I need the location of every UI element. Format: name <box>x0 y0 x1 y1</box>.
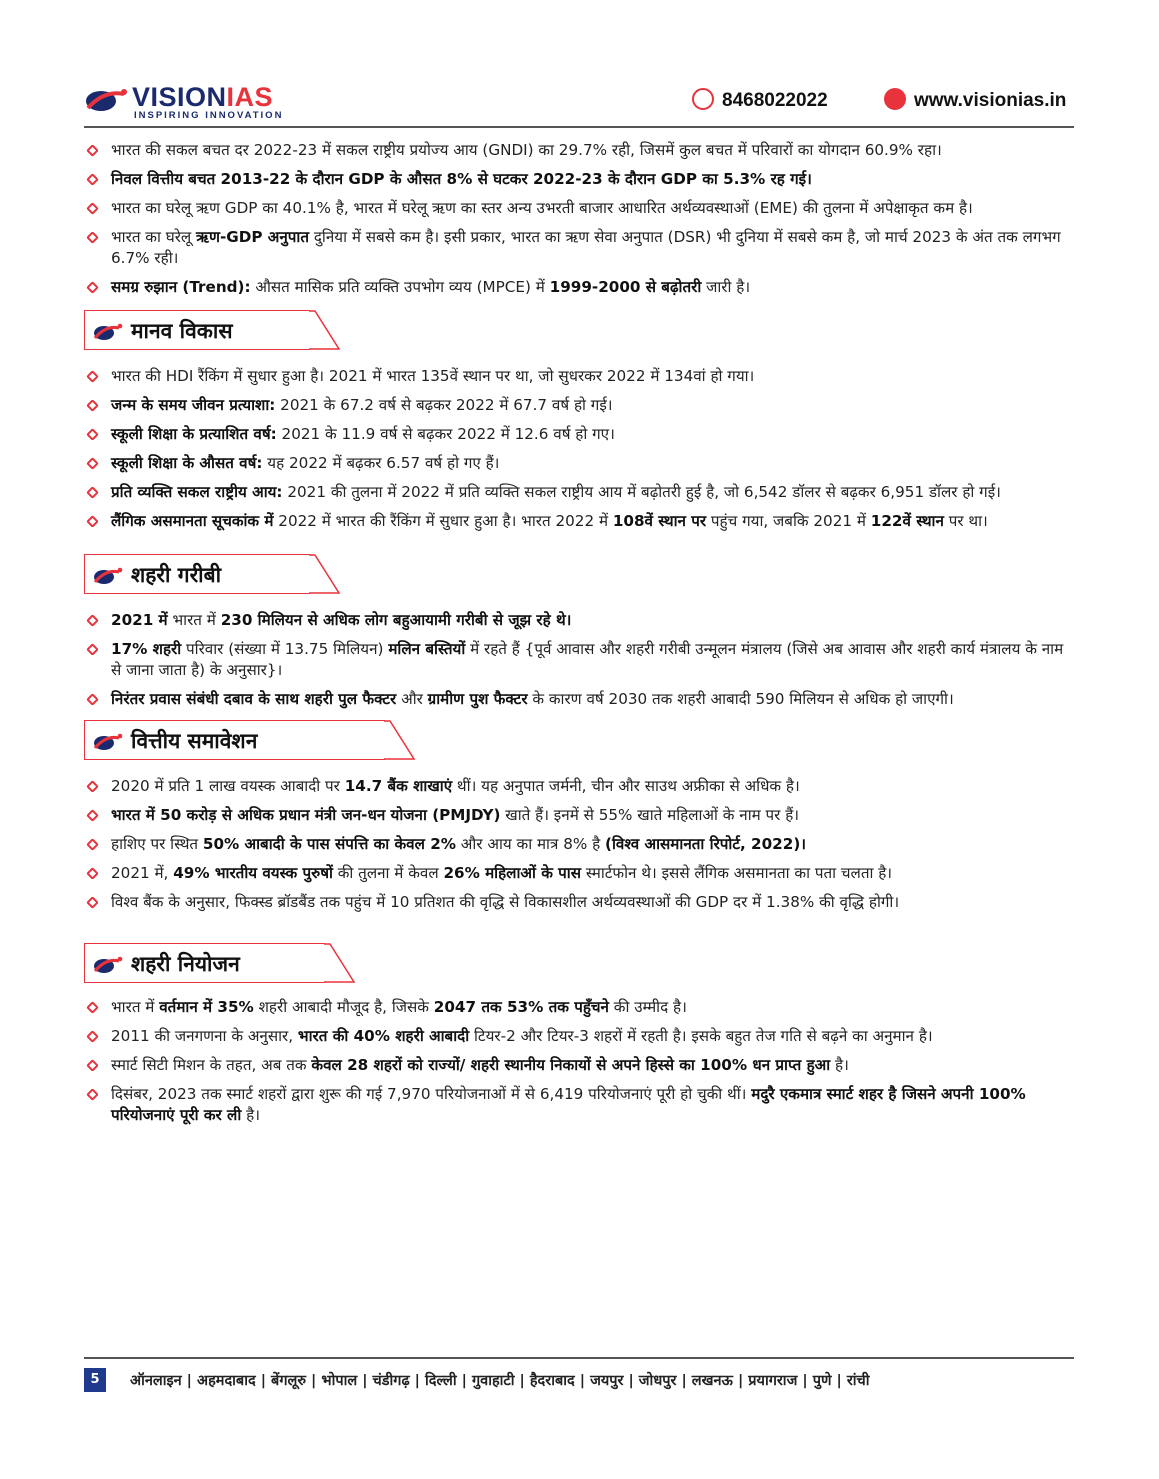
section-heading-slant <box>309 310 349 350</box>
bullet-list <box>84 366 1074 532</box>
bold-text: 14.7 बैंक शाखाएं <box>344 777 453 795</box>
bold-text: निवल वित्तीय बचत 2013-22 के दौरान GDP के औसत 8% से घटकर 2022-23 के दौरान GDP का 5.3% रह गई। <box>111 170 812 188</box>
spacer <box>84 921 1074 943</box>
text: 2021 के 67.2 वर्ष से बढ़कर 2022 में 67.7 वर्ष हो गई। <box>275 396 613 414</box>
text: भारत का घरेलू ऋण GDP का 40.1% है, भारत में घरेलू ऋण का स्तर अन्य उभरती बाजार आधारित अर्थव्यवस्थाओं (EME) की तुलना में अपेक्षाकृत कम है। <box>111 199 973 217</box>
text: खाते हैं। इनमें से 55% खाते महिलाओं के नाम पर हैं। <box>500 806 800 824</box>
list-item <box>84 1055 1074 1076</box>
bold-text: 26% महिलाओं के पास <box>443 864 581 882</box>
text: 2022 में भारत की रैंकिंग में सुधार हुआ है। भारत 2022 में <box>273 512 613 530</box>
logo-tagline: INSPIRING INNOVATION <box>134 110 284 121</box>
list-item <box>84 424 1074 445</box>
bold-text: जन्म के समय जीवन प्रत्याशा: <box>111 396 276 414</box>
list-item <box>84 482 1074 503</box>
bullet-list <box>84 140 1074 298</box>
section-title: शहरी नियोजन <box>131 952 240 976</box>
footer-divider <box>84 1357 1074 1359</box>
list-item <box>84 1026 1074 1047</box>
diamond-bullet-icon <box>87 868 98 879</box>
bold-text: वर्तमान में 35% <box>159 998 254 1016</box>
list-item <box>84 805 1074 826</box>
logo-swoosh-icon <box>93 954 123 974</box>
spacer <box>84 985 1074 997</box>
text: औसत मासिक प्रति व्यक्ति उपभोग व्यय (MPCE) में <box>250 278 550 296</box>
bold-text: 108वें स्थान पर <box>612 512 707 530</box>
text: स्मार्ट सिटी मिशन के तहत, अब तक <box>111 1056 312 1074</box>
bold-text: केवल 28 शहरों को राज्यों/ शहरी स्थानीय निकायों से अपने हिस्से का 100% धन प्राप्त हुआ <box>311 1056 831 1074</box>
text: थीं। यह अनुपात जर्मनी, चीन और साउथ अफ्रीका से अधिक है। <box>452 777 800 795</box>
text: भारत की सकल बचत दर 2022-23 में सकल राष्ट्रीय प्रयोज्य आय (GNDI) का 29.7% रही, जिसमें कुल बचत में परिवारों का योगदान 60.9% रहा। <box>111 141 942 159</box>
diamond-bullet-icon <box>87 429 98 440</box>
diamond-bullet-icon <box>87 1002 98 1013</box>
bold-text: 49% भारतीय वयस्क पुरुषों <box>173 864 333 882</box>
diamond-bullet-icon <box>87 1089 98 1100</box>
bullet-list <box>84 776 1074 913</box>
bold-text: भारत की 40% शहरी आबादी <box>297 1027 470 1045</box>
list-item <box>84 169 1074 190</box>
section-title: मानव विकास <box>131 319 233 343</box>
page-header <box>84 80 1074 126</box>
bullet-list <box>84 610 1074 710</box>
text: है। <box>241 1106 260 1124</box>
bold-text: स्कूली शिक्षा के औसत वर्ष: <box>111 454 263 472</box>
diamond-bullet-icon <box>87 282 98 293</box>
list-item <box>84 453 1074 474</box>
bold-text: (विश्व आसमानता रिपोर्ट, 2022)। <box>605 835 807 853</box>
diamond-bullet-icon <box>87 839 98 850</box>
bold-text: 122वें स्थान <box>870 512 944 530</box>
list-item <box>84 277 1074 298</box>
section-title: वित्तीय समावेशन <box>131 729 258 753</box>
bold-text: स्कूली शिक्षा के प्रत्याशित वर्ष: <box>111 425 277 443</box>
bold-text: लैंगिक असमानता सूचकांक में <box>111 512 274 530</box>
diamond-bullet-icon <box>87 458 98 469</box>
diamond-bullet-icon <box>87 694 98 705</box>
list-item <box>84 892 1074 913</box>
bold-text: प्रति व्यक्ति सकल राष्ट्रीय आय: <box>111 483 283 501</box>
list-item <box>84 639 1074 681</box>
bold-text: 1999-2000 से बढ़ोतरी <box>549 278 702 296</box>
text: भारत का घरेलू <box>111 228 197 246</box>
list-item <box>84 834 1074 855</box>
list-item <box>84 997 1074 1018</box>
header-divider <box>84 126 1074 128</box>
spacer <box>84 540 1074 554</box>
diamond-bullet-icon <box>87 615 98 626</box>
spacer <box>84 762 1074 776</box>
globe-icon <box>884 88 906 110</box>
diamond-bullet-icon <box>87 897 98 908</box>
logo-swoosh-icon <box>93 321 123 341</box>
spacer <box>84 352 1074 366</box>
diamond-bullet-icon <box>87 1031 98 1042</box>
phone-icon <box>692 88 714 110</box>
text: शहरी आबादी मौजूद है, जिसके <box>253 998 434 1016</box>
list-item <box>84 1084 1074 1126</box>
text: और आय का मात्र 8% है <box>455 835 606 853</box>
text: भारत की HDI रैंकिंग में सुधार हुआ है। 2021 में भारत 135वें स्थान पर था, जो सुधरकर 2022 में 134वां हो गया। <box>111 367 755 385</box>
text: के कारण वर्ष 2030 तक शहरी आबादी 590 मिलियन से अधिक हो जाएगी। <box>527 690 954 708</box>
section-heading-box <box>84 310 310 350</box>
list-item <box>84 140 1074 161</box>
spacer <box>84 596 1074 610</box>
website-url: www.visionias.in <box>914 90 1067 111</box>
bold-text: 230 मिलियन से अधिक लोग बहुआयामी गरीबी से जूझ रहे थे। <box>220 611 572 629</box>
section-title: शहरी गरीबी <box>131 563 222 587</box>
text: हाशिए पर स्थित <box>111 835 203 853</box>
section-heading-box <box>84 554 310 594</box>
bold-text: 2047 तक 53% तक पहुँचने <box>433 998 609 1016</box>
text: में रहते हैं {पूर्व आवास और शहरी गरीबी उन्मूलन मंत्रालय (जिसे अब आवास और शहरी कार्य मंत्रालय के नाम से जाना जाता है) के अनुसार}। <box>111 640 1064 679</box>
diamond-bullet-icon <box>87 781 98 792</box>
section-heading-slant <box>324 943 364 983</box>
list-item <box>84 366 1074 387</box>
text: परिवार (संख्या में 13.75 मिलियन) <box>181 640 389 658</box>
diamond-bullet-icon <box>87 203 98 214</box>
text: की तुलना में केवल <box>332 864 444 882</box>
phone-number: 8468022022 <box>722 90 828 111</box>
section-heading <box>84 310 1074 352</box>
diamond-bullet-icon <box>87 810 98 821</box>
list-item <box>84 689 1074 710</box>
bold-text: 50% आबादी के पास संपत्ति का केवल 2% <box>202 835 456 853</box>
diamond-bullet-icon <box>87 400 98 411</box>
text: 2011 की जनगणना के अनुसार, <box>111 1027 298 1045</box>
logo-swoosh-icon <box>84 84 128 114</box>
bold-text: ग्रामीण पुश फैक्टर <box>427 690 528 708</box>
text: विश्व बैंक के अनुसार, फिक्स्ड ब्रॉडबैंड तक पहुंच में 10 प्रतिशत की वृद्धि से विकासशील अर्थव्यवस्थाओं की GDP दर में 1.38% की वृद्धि होगी। <box>111 893 900 911</box>
text: 2021 की तुलना में 2022 में प्रति व्यक्ति सकल राष्ट्रीय आय में बढ़ोतरी हुई है, जो 6,542 डॉलर से बढ़कर 6,951 डॉलर हो गई। <box>282 483 1001 501</box>
page-number: 5 <box>84 1368 106 1392</box>
section-heading <box>84 720 1074 762</box>
website-link[interactable] <box>884 88 1066 112</box>
bold-text: भारत में 50 करोड़ से अधिक प्रधान मंत्री जन-धन योजना (PMJDY) <box>111 806 501 824</box>
bullet-list <box>84 997 1074 1126</box>
diamond-bullet-icon <box>87 174 98 185</box>
main-content <box>84 140 1074 1134</box>
list-item <box>84 511 1074 532</box>
logo-wordmark: VISIONIAS <box>132 82 274 112</box>
list-item <box>84 227 1074 269</box>
bold-text: मदुरै एकमात्र स्मार्ट शहर है जिसने अपनी 100% परियोजनाएं पूरी कर ली <box>111 1085 1026 1124</box>
text: की उम्मीद है। <box>608 998 687 1016</box>
section-heading-slant <box>384 720 424 760</box>
text: भारत में <box>111 998 160 1016</box>
diamond-bullet-icon <box>87 145 98 156</box>
logo-swoosh-icon <box>93 565 123 585</box>
bold-text: 2021 में <box>111 611 168 629</box>
text: पहुंच गया, जबकि 2021 में <box>706 512 871 530</box>
text: है। <box>830 1056 849 1074</box>
diamond-bullet-icon <box>87 371 98 382</box>
list-item <box>84 610 1074 631</box>
section-heading-box <box>84 720 385 760</box>
list-item <box>84 198 1074 219</box>
phone-contact[interactable] <box>692 88 828 112</box>
logo-swoosh-icon <box>93 731 123 751</box>
text: यह 2022 में बढ़कर 6.57 वर्ष हो गए हैं। <box>262 454 500 472</box>
bold-text: समग्र रुझान (Trend): <box>111 278 251 296</box>
section-heading <box>84 943 1074 985</box>
bold-text: ऋण-GDP अनुपात <box>196 228 310 246</box>
text: स्मार्टफोन थे। इससे लैंगिक असमानता का पता चलता है। <box>581 864 893 882</box>
list-item <box>84 863 1074 884</box>
section-heading-box <box>84 943 325 983</box>
bold-text: 17% शहरी <box>111 640 182 658</box>
text: 2021 के 11.9 वर्ष से बढ़कर 2022 में 12.6 वर्ष हो गए। <box>276 425 615 443</box>
diamond-bullet-icon <box>87 644 98 655</box>
section-heading <box>84 554 1074 596</box>
bold-text: मलिन बस्तियों <box>388 640 466 658</box>
footer-centers: ऑनलाइन | अहमदाबाद | बेंगलूरु | भोपाल | चंडीगढ़ | दिल्ली | गुवाहाटी | हैदराबाद | जयपुर | जोधपुर | लखनऊ | प्रयागराज | पुणे | रांची <box>130 1373 870 1389</box>
diamond-bullet-icon <box>87 516 98 527</box>
text: और <box>396 690 428 708</box>
text: पर था। <box>943 512 988 530</box>
diamond-bullet-icon <box>87 1060 98 1071</box>
bold-text: निरंतर प्रवास संबंधी दबाव के साथ शहरी पुल फैक्टर <box>111 690 397 708</box>
text: जारी है। <box>701 278 751 296</box>
diamond-bullet-icon <box>87 232 98 243</box>
text: टियर-2 और टियर-3 शहरों में रहती है। इसके बहुत तेज गति से बढ़ने का अनुमान है। <box>469 1027 933 1045</box>
text: दुनिया में सबसे कम है। इसी प्रकार, भारत का ऋण सेवा अनुपात (DSR) भी दुनिया में सबसे कम है, जो मार्च 2023 के अंत तक लगभग 6.7% रही। <box>111 228 1061 267</box>
text: दिसंबर, 2023 तक स्मार्ट शहरों द्वारा शुरू की गई 7,970 परियोजनाओं में से 6,419 परियोजनाएं पूरी हो चुकी थीं। <box>111 1085 752 1103</box>
list-item <box>84 395 1074 416</box>
section-heading-slant <box>309 554 349 594</box>
list-item <box>84 776 1074 797</box>
text: 2020 में प्रति 1 लाख वयस्क आबादी पर <box>111 777 345 795</box>
text: 2021 में, <box>111 864 174 882</box>
diamond-bullet-icon <box>87 487 98 498</box>
text: भारत में <box>167 611 221 629</box>
